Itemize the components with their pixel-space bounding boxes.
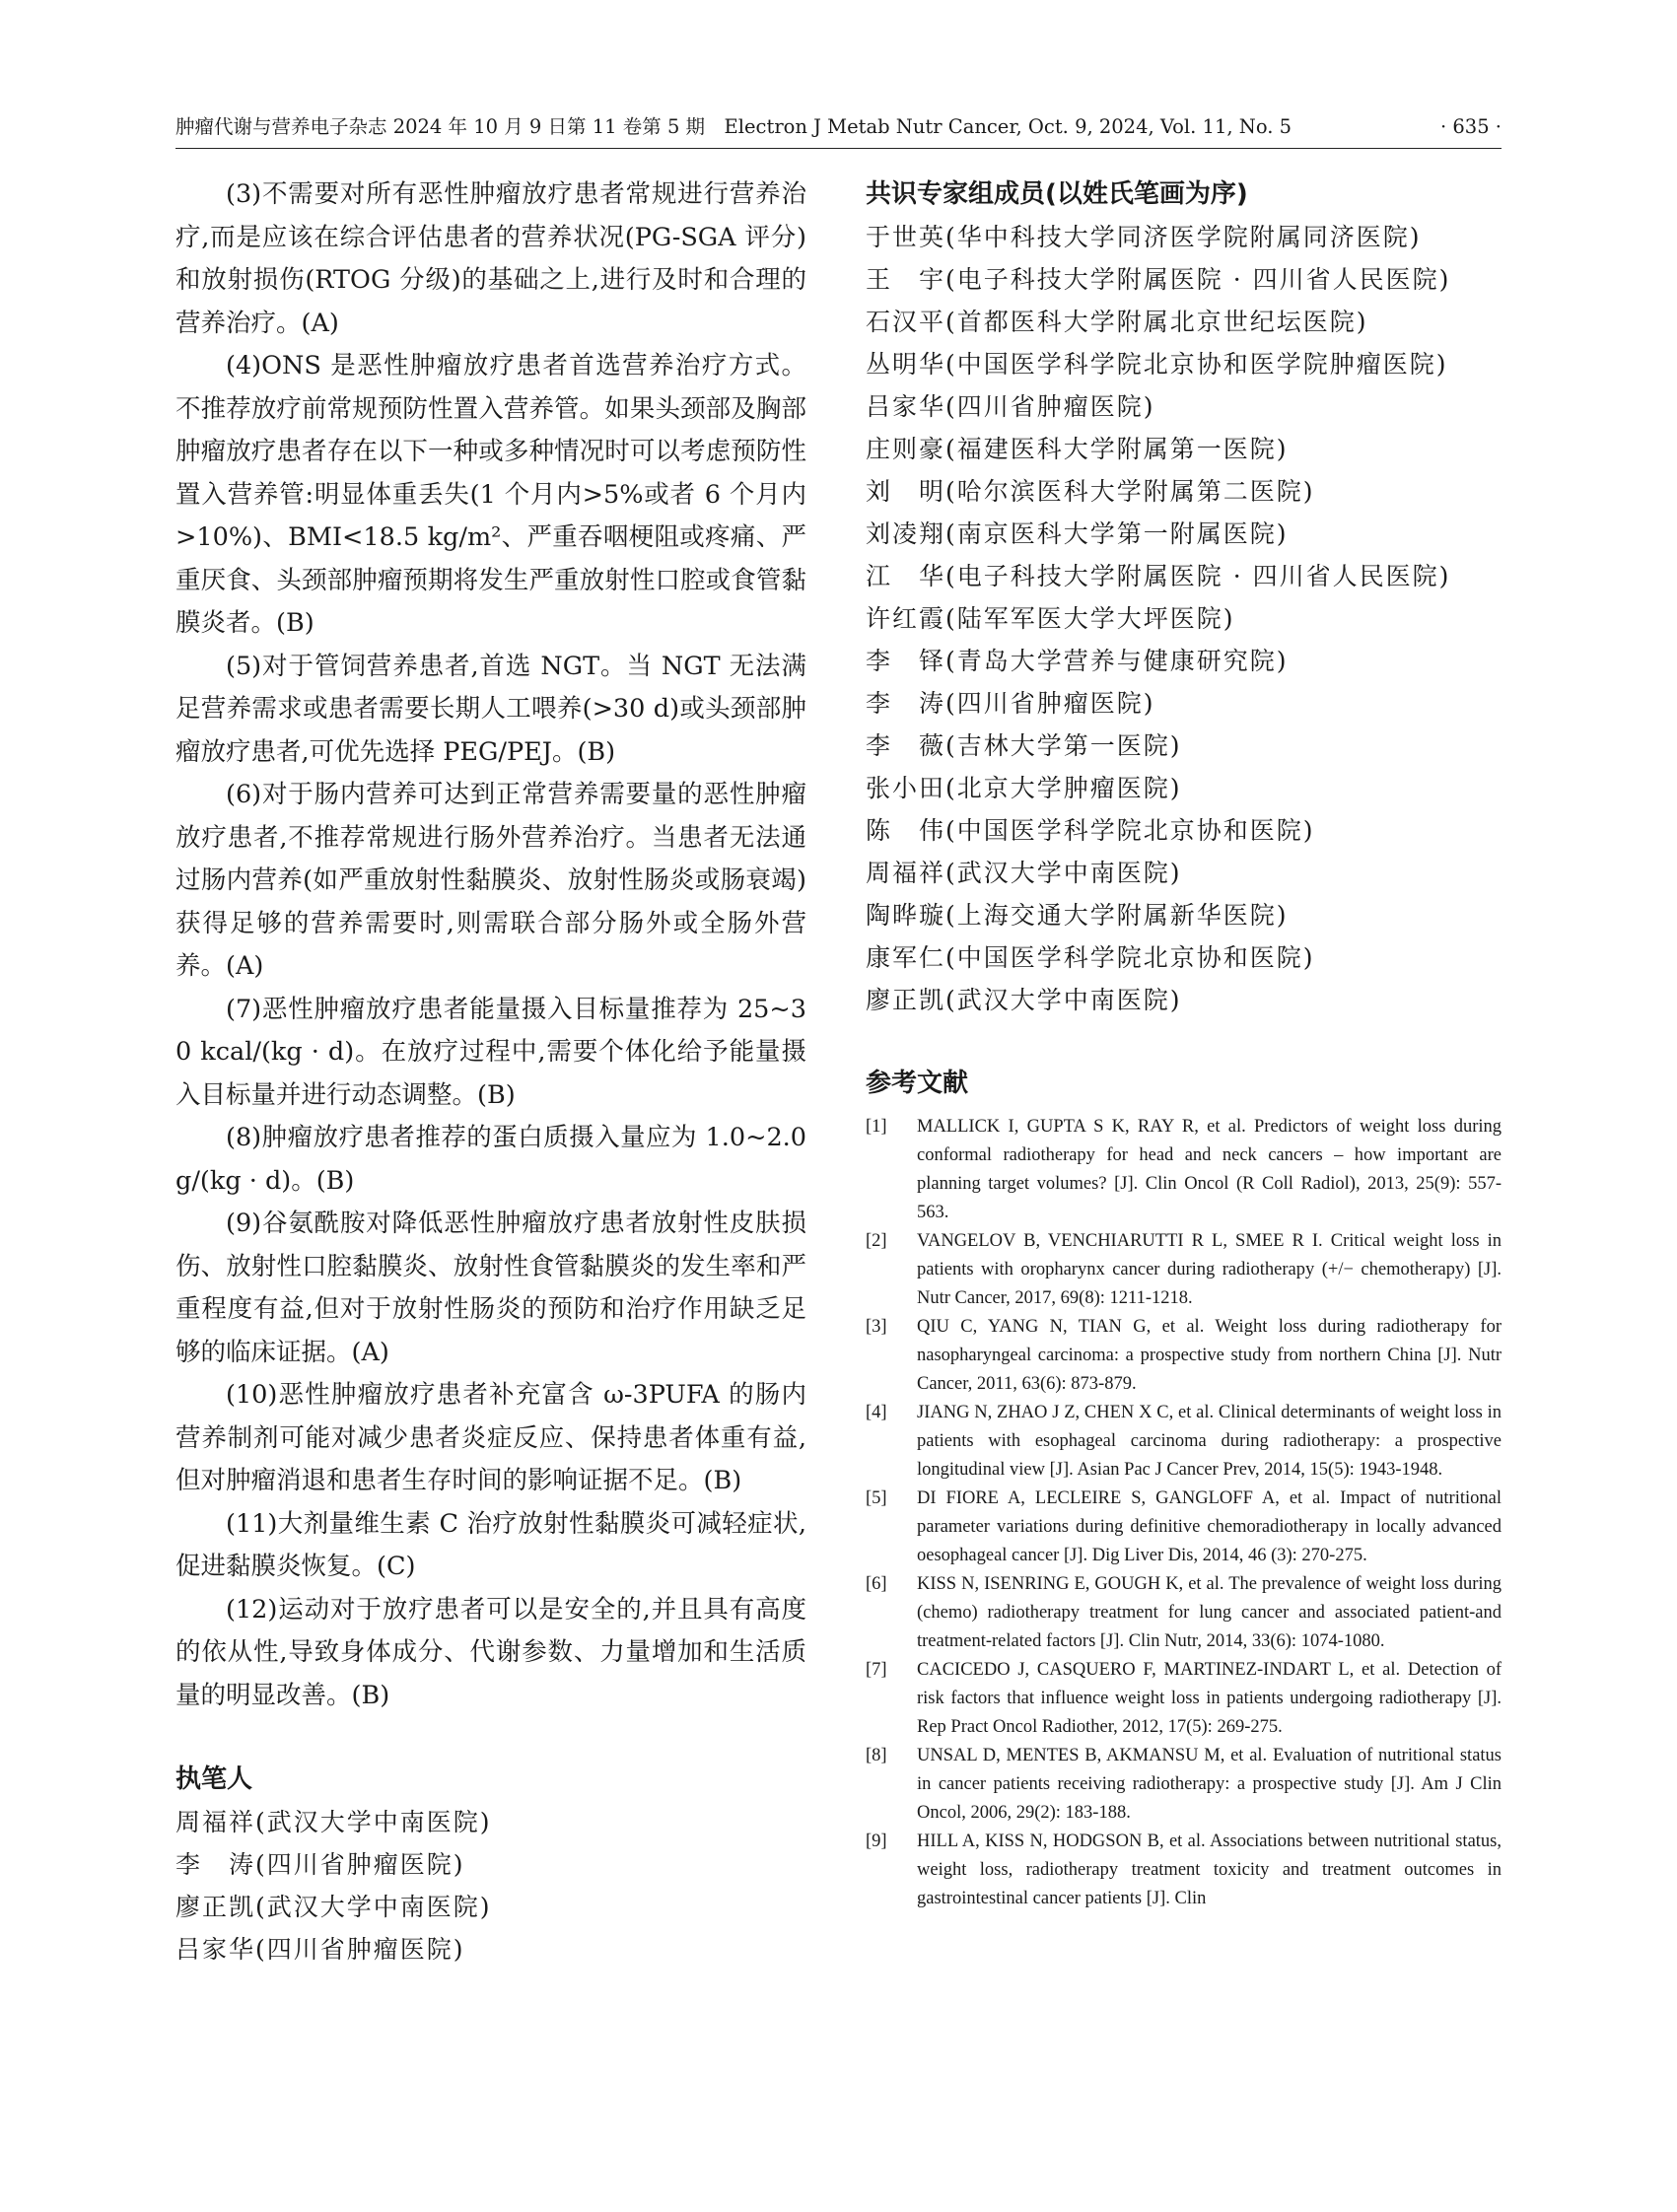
expert-name: 张小田(北京大学肿瘤医院)	[866, 774, 1182, 802]
expert-name: 陶晔璇(上海交通大学附属新华医院)	[866, 901, 1289, 930]
expert-name: 于世英(华中科技大学同济医学院附属同济医院)	[866, 223, 1422, 251]
reference-number: [9]	[866, 1832, 887, 1851]
expert-name: 李 铎(青岛大学营养与健康研究院)	[866, 647, 1289, 675]
reference-text: QIU C, YANG N, TIAN G, et al. Weight loss during radiotherapy for nasopharyngeal carcinoma: a prospective study from northern China [J]. Nutr Cancer, 2011, 63(6): 873-879.	[917, 1317, 1502, 1394]
expert-name: 许红霞(陆军军医大学大坪医院)	[866, 604, 1235, 633]
expert-name: 王 宇(电子科技大学附属医院 · 四川省人民医院)	[866, 265, 1451, 294]
reference-number: [6]	[866, 1574, 887, 1594]
expert-name: 李 薇(吉林大学第一医院)	[866, 731, 1182, 760]
expert-name: 丛明华(中国医学科学院北京协和医学院肿瘤医院)	[866, 350, 1448, 379]
expert-name: 江 华(电子科技大学附属医院 · 四川省人民医院)	[866, 562, 1451, 590]
reference-item	[866, 1742, 1502, 1828]
page-number: · 635 ·	[1439, 115, 1502, 138]
recommendation-paragraph: (11)大剂量维生素 C 治疗放射性黏膜炎可减轻症状,促进黏膜炎恢复。(C)	[175, 1508, 806, 1581]
reference-item	[866, 1656, 1502, 1742]
reference-item	[866, 1113, 1502, 1227]
reference-number: [5]	[866, 1488, 887, 1508]
expert-name: 吕家华(四川省肿瘤医院)	[866, 392, 1155, 421]
expert-name: 刘凌翔(南京医科大学第一附属医院)	[866, 519, 1289, 548]
recommendation-paragraph: (8)肿瘤放疗患者推荐的蛋白质摄入量应为 1.0~2.0 g/(kg · d)。(B)	[175, 1123, 806, 1196]
reference-list	[866, 1113, 1502, 1913]
running-header	[175, 112, 1502, 149]
recommendation-paragraph: (10)恶性肿瘤放疗患者补充富含 ω-3PUFA 的肠内营养制剂可能对减少患者炎症反应、保持患者体重有益,但对肿瘤消退和患者生存时间的影响证据不足。(B)	[175, 1380, 806, 1495]
reference-text: VANGELOV B, VENCHIARUTTI R L, SMEE R I. Critical weight loss in patients with oropharynx cancer during radiotherapy (+/− chemotherapy) [J]. Nutr Cancer, 2017, 69(8): 1211-1218.	[917, 1231, 1502, 1308]
recommendation-paragraph: (3)不需要对所有恶性肿瘤放疗患者常规进行营养治疗,而是应该在综合评估患者的营养状况(PG-SGA 评分)和放射损伤(RTOG 分级)的基础之上,进行及时和合理的营养治疗。(A)	[175, 179, 806, 338]
expert-name: 康军仁(中国医学科学院北京协和医院)	[866, 943, 1315, 972]
reference-text: HILL A, KISS N, HODGSON B, et al. Associations between nutritional status, weight loss, radiotherapy treatment toxicity and treatment outcomes in gastrointestinal cancer patients [J]. Clin	[917, 1832, 1502, 1908]
writer-name: 廖正凯(武汉大学中南医院)	[175, 1893, 492, 1921]
writer-name: 周福祥(武汉大学中南医院)	[175, 1808, 492, 1836]
writer-name: 李 涛(四川省肿瘤医院)	[175, 1850, 465, 1879]
experts-title: 共识专家组成员(以姓氏笔画为序)	[866, 179, 1248, 209]
writers-section	[175, 1759, 806, 1970]
expert-name: 李 涛(四川省肿瘤医院)	[866, 689, 1155, 718]
reference-item	[866, 1485, 1502, 1570]
reference-number: [7]	[866, 1660, 887, 1680]
reference-text: KISS N, ISENRING E, GOUGH K, et al. The prevalence of weight loss during (chemo) radiotherapy treatment for lung cancer and associated patient-and treatment-related factors [J]. Clin Nutr, 2014, 33(6): 1074-1080.	[917, 1574, 1502, 1651]
writers-title: 执笔人	[175, 1764, 253, 1794]
references-section	[866, 1063, 1502, 1913]
recommendations	[175, 173, 806, 1717]
expert-name: 石汉平(首都医科大学附属北京世纪坛医院)	[866, 308, 1368, 336]
recommendation-paragraph: (7)恶性肿瘤放疗患者能量摄入目标量推荐为 25~30 kcal/(kg · d)。在放疗过程中,需要个体化给予能量摄入目标量并进行动态调整。(B)	[175, 994, 806, 1110]
reference-item	[866, 1570, 1502, 1656]
reference-text: UNSAL D, MENTES B, AKMANSU M, et al. Evaluation of nutritional status in cancer patients receiving radiotherapy: a prospective study [J]. Am J Clin Oncol, 2006, 29(2): 183-188.	[917, 1746, 1502, 1823]
reference-number: [3]	[866, 1317, 887, 1337]
references-title: 参考文献	[866, 1069, 969, 1098]
reference-item	[866, 1399, 1502, 1485]
reference-item	[866, 1313, 1502, 1399]
recommendation-paragraph: (5)对于管饲营养患者,首选 NGT。当 NGT 无法满足营养需求或患者需要长期人工喂养(>30 d)或头颈部肿瘤放疗患者,可优先选择 PEG/PEJ。(B)	[175, 651, 806, 767]
reference-text: CACICEDO J, CASQUERO F, MARTINEZ-INDART L, et al. Detection of risk factors that influence weight loss in patients undergoing radiotherapy [J]. Rep Pract Oncol Radiother, 2012, 17(5): 269-275.	[917, 1660, 1502, 1737]
journal-citation: 肿瘤代谢与营养电子杂志 2024 年 10 月 9 日第 11 卷第 5 期 Electron J Metab Nutr Cancer, Oct. 9, 2024, Vol. 11, No. 5	[175, 115, 1293, 138]
expert-name: 陈 伟(中国医学科学院北京协和医院)	[866, 816, 1315, 845]
recommendation-paragraph: (12)运动对于放疗患者可以是安全的,并且具有高度的依从性,导致身体成分、代谢参数、力量增加和生活质量的明显改善。(B)	[175, 1594, 806, 1710]
recommendation-paragraph: (6)对于肠内营养可达到正常营养需要量的恶性肿瘤放疗患者,不推荐常规进行肠外营养治疗。当患者无法通过肠内营养(如严重放射性黏膜炎、放射性肠炎或肠衰竭)获得足够的营养需要时,则需联合部分肠外或全肠外营养。(A)	[175, 780, 806, 981]
experts-section	[866, 173, 1502, 1021]
left-column	[175, 173, 806, 1970]
reference-item	[866, 1828, 1502, 1913]
expert-name: 庄则豪(福建医科大学附属第一医院)	[866, 435, 1289, 463]
right-column	[866, 173, 1502, 1913]
reference-number: [4]	[866, 1403, 887, 1422]
reference-text: DI FIORE A, LECLEIRE S, GANGLOFF A, et al. Impact of nutritional parameter variations during definitive chemoradiotherapy in locally advanced oesophageal cancer [J]. Dig Liver Dis, 2014, 46 (3): 270-275.	[917, 1488, 1502, 1565]
expert-name: 廖正凯(武汉大学中南医院)	[866, 986, 1182, 1014]
recommendation-paragraph: (4)ONS 是恶性肿瘤放疗患者首选营养治疗方式。不推荐放疗前常规预防性置入营养管。如果头颈部及胸部肿瘤放疗患者存在以下一种或多种情况时可以考虑预防性置入营养管:明显体重丢失(1 个月内>5%或者 6 个月内>10%)、BMI<18.5 kg/m²、严重吞咽梗阻或疼痛、严重厌食、头颈部肿瘤预期将发生严重放射性口腔或食管黏膜炎者。(B)	[175, 351, 806, 638]
reference-text: JIANG N, ZHAO J Z, CHEN X C, et al. Clinical determinants of weight loss in patients with esophageal carcinoma during radiotherapy: a prospective longitudinal view [J]. Asian Pac J Cancer Prev, 2014, 15(5): 1943-1948.	[917, 1403, 1502, 1480]
reference-item	[866, 1227, 1502, 1313]
writer-name: 吕家华(四川省肿瘤医院)	[175, 1935, 465, 1964]
reference-number: [1]	[866, 1117, 887, 1137]
recommendation-paragraph: (9)谷氨酰胺对降低恶性肿瘤放疗患者放射性皮肤损伤、放射性口腔黏膜炎、放射性食管黏膜炎的发生率和严重程度有益,但对于放射性肠炎的预防和治疗作用缺乏足够的临床证据。(A)	[175, 1209, 806, 1367]
reference-number: [8]	[866, 1746, 887, 1765]
expert-name: 周福祥(武汉大学中南医院)	[866, 859, 1182, 887]
reference-number: [2]	[866, 1231, 887, 1251]
reference-text: MALLICK I, GUPTA S K, RAY R, et al. Predictors of weight loss during conformal radiotherapy for head and neck cancers – how important are planning target volumes? [J]. Clin Oncol (R Coll Radiol), 2013, 25(9): 557-563.	[917, 1117, 1502, 1222]
expert-name: 刘 明(哈尔滨医科大学附属第二医院)	[866, 477, 1315, 506]
